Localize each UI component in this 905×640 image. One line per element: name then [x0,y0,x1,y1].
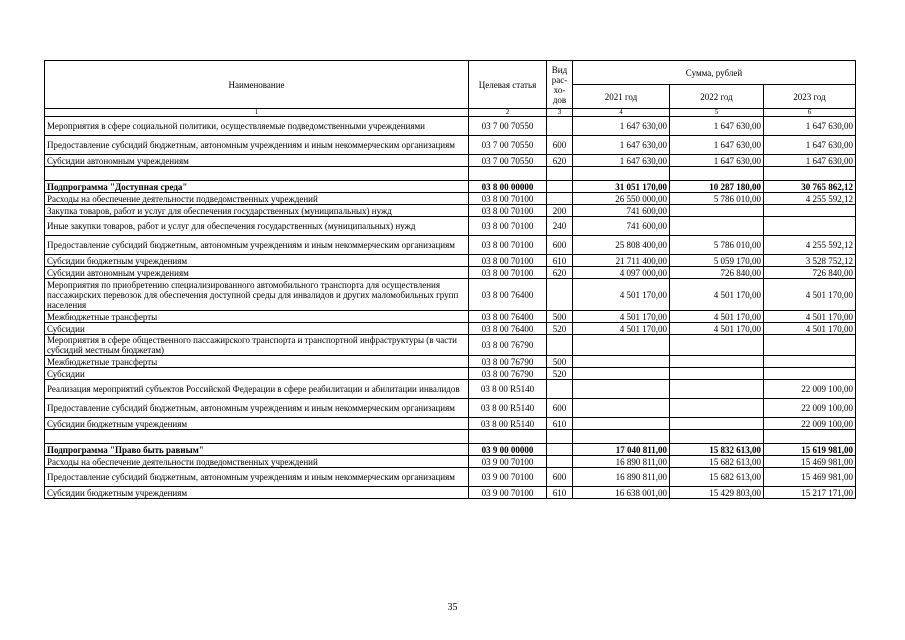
row-kind: 610 [547,487,573,499]
row-value-2021 [573,368,670,380]
row-name: Предоставление субсидий бюджетным, автономным учреждениям и иным некоммерческим организациям [45,468,469,487]
row-kind: 520 [547,368,573,380]
row-code [469,430,547,444]
row-value-2023: 4 501 170,00 [764,311,856,323]
row-code: 03 9 00 70100 [469,468,547,487]
budget-table [44,60,856,499]
subprogram-row [45,181,856,193]
column-index: 1 [45,109,469,117]
column-index: 4 [573,109,670,117]
row-value-2022 [670,418,764,430]
row-name: Предоставление субсидий бюджетным, автономным учреждениям и иным некоммерческим организациям [45,236,469,255]
row-kind [547,380,573,399]
row-value-2023 [764,167,856,181]
row-name: Мероприятия в сфере социальной политики, осуществляемые подведомственными учреждениями [45,117,469,136]
row-value-2021 [573,380,670,399]
row-name: Мероприятия в сфере общественного пассажирского транспорта и транспортной инфраструктуры (в части субсидий местным бюджетам) [45,335,469,356]
row-name: Межбюджетные трансферты [45,311,469,323]
row-code: 03 8 00 70100 [469,236,547,255]
header-name: Наименование [45,61,469,109]
row-value-2022: 726 840,00 [670,267,764,279]
row-kind [547,335,573,356]
row-value-2023: 30 765 862,12 [764,181,856,193]
row-value-2021 [573,356,670,368]
row-value-2021: 4 501 170,00 [573,311,670,323]
row-name: Субсидии [45,323,469,335]
spacer-row [45,430,856,444]
header-target-article: Целевая статья [469,61,547,109]
row-kind: 600 [547,136,573,155]
row-value-2022: 5 786 010,00 [670,193,764,205]
row-name: Субсидии бюджетным учреждениям [45,418,469,430]
row-kind: 240 [547,217,573,236]
row-value-2021: 1 647 630,00 [573,117,670,136]
table-row [45,399,856,418]
row-value-2021: 4 501 170,00 [573,279,670,311]
row-name: Мероприятия по приобретению специализированного автомобильного транспорта для осуществления пассажирских перевозок для обеспечения доступной среды для инвалидов и других маломобильных групп населения [45,279,469,311]
table-row [45,279,856,311]
row-kind: 200 [547,205,573,217]
row-value-2022 [670,167,764,181]
table-row [45,380,856,399]
row-value-2022: 1 647 630,00 [670,117,764,136]
row-name: Субсидии автономным учреждениям [45,267,469,279]
row-code: 03 9 00 70100 [469,456,547,468]
row-kind [547,279,573,311]
row-value-2022: 1 647 630,00 [670,155,764,167]
row-value-2021: 21 711 400,00 [573,255,670,267]
table-row [45,456,856,468]
table-row [45,267,856,279]
row-value-2023: 1 647 630,00 [764,117,856,136]
row-value-2022 [670,217,764,236]
row-value-2021: 17 040 811,00 [573,444,670,456]
row-kind [547,444,573,456]
row-value-2021 [573,430,670,444]
row-value-2023: 22 009 100,00 [764,380,856,399]
row-code: 03 9 00 70100 [469,487,547,499]
table-row [45,311,856,323]
row-name: Расходы на обеспечение деятельности подведомственных учреждений [45,456,469,468]
row-code: 03 8 00 70100 [469,193,547,205]
row-value-2022: 4 501 170,00 [670,311,764,323]
column-index: 6 [764,109,856,117]
table-row [45,236,856,255]
table-row [45,193,856,205]
row-name: Субсидии [45,368,469,380]
row-kind [547,456,573,468]
row-value-2022: 1 647 630,00 [670,136,764,155]
row-value-2022: 10 287 180,00 [670,181,764,193]
row-value-2022 [670,368,764,380]
row-kind: 500 [547,311,573,323]
row-value-2023: 4 255 592,12 [764,236,856,255]
row-code: 03 9 00 00000 [469,444,547,456]
row-value-2022 [670,356,764,368]
row-value-2022: 15 682 613,00 [670,456,764,468]
row-kind: 600 [547,236,573,255]
row-name [45,430,469,444]
header-expense-kind [547,61,573,109]
table-row [45,418,856,430]
row-code: 03 8 00 R5140 [469,399,547,418]
row-value-2021: 741 600,00 [573,217,670,236]
row-value-2021: 1 647 630,00 [573,155,670,167]
table-row [45,117,856,136]
row-name: Подпрограмма "Право быть равным" [45,444,469,456]
row-value-2022 [670,399,764,418]
table-row [45,368,856,380]
row-code: 03 7 00 70550 [469,136,547,155]
table-row [45,356,856,368]
row-value-2023: 22 009 100,00 [764,399,856,418]
row-kind [547,167,573,181]
page-number: 35 [447,602,458,613]
row-value-2023 [764,335,856,356]
row-value-2021 [573,167,670,181]
row-code [469,167,547,181]
table-row [45,468,856,487]
row-value-2023: 3 528 752,12 [764,255,856,267]
row-code: 03 7 00 70550 [469,117,547,136]
header-expense-kind-line3: хо- [553,84,566,95]
table-row [45,487,856,499]
row-kind: 520 [547,323,573,335]
row-value-2023 [764,217,856,236]
row-kind: 600 [547,399,573,418]
row-code: 03 8 00 70100 [469,267,547,279]
row-value-2022: 4 501 170,00 [670,323,764,335]
row-value-2021: 26 550 000,00 [573,193,670,205]
table-row [45,205,856,217]
row-value-2023: 15 469 981,00 [764,468,856,487]
row-name: Подпрограмма "Доступная среда" [45,181,469,193]
row-value-2021: 31 051 170,00 [573,181,670,193]
row-name: Межбюджетные трансферты [45,356,469,368]
row-value-2023: 22 009 100,00 [764,418,856,430]
row-code: 03 8 00 70100 [469,217,547,236]
row-code: 03 8 00 00000 [469,181,547,193]
row-kind: 600 [547,468,573,487]
table-row [45,217,856,236]
row-code: 03 8 00 76400 [469,311,547,323]
row-name: Иные закупки товаров, работ и услуг для обеспечения государственных (муниципальных) нужд [45,217,469,236]
row-name: Предоставление субсидий бюджетным, автономным учреждениям и иным некоммерческим организациям [45,399,469,418]
row-code: 03 8 00 70100 [469,205,547,217]
row-kind [547,193,573,205]
row-value-2022: 15 429 803,00 [670,487,764,499]
header-sum: Сумма, рублей [573,61,856,85]
row-value-2022: 15 832 613,00 [670,444,764,456]
row-value-2023: 15 217 171,00 [764,487,856,499]
header-year-2021: 2021 год [573,85,670,109]
row-kind: 610 [547,418,573,430]
row-value-2021: 25 808 400,00 [573,236,670,255]
row-value-2023: 726 840,00 [764,267,856,279]
row-value-2021: 741 600,00 [573,205,670,217]
row-kind [547,117,573,136]
table-row [45,155,856,167]
row-value-2022 [670,205,764,217]
row-name: Предоставление субсидий бюджетным, автономным учреждениям и иным некоммерческим организациям [45,136,469,155]
row-value-2023: 4 501 170,00 [764,323,856,335]
row-value-2023: 15 469 981,00 [764,456,856,468]
row-name: Субсидии бюджетным учреждениям [45,487,469,499]
row-value-2022 [670,430,764,444]
header-expense-kind-line1: Вид [551,64,568,75]
header-year-2022: 2022 год [670,85,764,109]
row-code: 03 8 00 76400 [469,323,547,335]
subprogram-row [45,444,856,456]
row-value-2021: 1 647 630,00 [573,136,670,155]
row-value-2022 [670,380,764,399]
row-kind: 500 [547,356,573,368]
row-value-2023 [764,205,856,217]
header-year-2023: 2023 год [764,85,856,109]
header-expense-kind-line4: дов [552,94,567,105]
row-value-2021 [573,335,670,356]
row-value-2022: 4 501 170,00 [670,279,764,311]
row-name: Расходы на обеспечение деятельности подведомственных учреждений [45,193,469,205]
row-code: 03 8 00 76400 [469,279,547,311]
row-value-2021: 4 097 000,00 [573,267,670,279]
row-name: Субсидии автономным учреждениям [45,155,469,167]
row-kind [547,181,573,193]
row-value-2022: 5 059 170,00 [670,255,764,267]
row-code: 03 8 00 76790 [469,368,547,380]
column-index: 2 [469,109,547,117]
row-value-2021 [573,418,670,430]
spacer-row [45,167,856,181]
row-name: Реализация мероприятий субъектов Российской Федерации в сфере реабилитации и абилитации инвалидов [45,380,469,399]
row-name [45,167,469,181]
row-value-2023: 1 647 630,00 [764,155,856,167]
row-value-2023: 4 255 592,12 [764,193,856,205]
table-row [45,255,856,267]
header-expense-kind-line2: рас- [551,74,568,85]
row-value-2023 [764,368,856,380]
row-kind [547,430,573,444]
row-value-2023: 4 501 170,00 [764,279,856,311]
row-value-2023: 15 619 981,00 [764,444,856,456]
row-value-2022: 5 786 010,00 [670,236,764,255]
row-kind: 620 [547,155,573,167]
row-value-2023 [764,356,856,368]
table-row [45,335,856,356]
header-row [45,61,856,85]
row-kind: 620 [547,267,573,279]
column-index-row [45,109,856,117]
row-code: 03 8 00 70100 [469,255,547,267]
row-code: 03 8 00 R5140 [469,380,547,399]
row-name: Субсидии бюджетным учреждениям [45,255,469,267]
table-row [45,323,856,335]
row-value-2022: 15 682 613,00 [670,468,764,487]
row-value-2022 [670,335,764,356]
row-code: 03 8 00 76790 [469,335,547,356]
row-code: 03 8 00 R5140 [469,418,547,430]
row-value-2021: 16 890 811,00 [573,468,670,487]
row-code: 03 7 00 70550 [469,155,547,167]
row-value-2021: 16 890 811,00 [573,456,670,468]
row-name: Закупка товаров, работ и услуг для обеспечения государственных (муниципальных) нужд [45,205,469,217]
row-value-2021: 16 638 001,00 [573,487,670,499]
row-value-2023: 1 647 630,00 [764,136,856,155]
column-index: 3 [547,109,573,117]
row-code: 03 8 00 76790 [469,356,547,368]
row-value-2023 [764,430,856,444]
row-value-2021 [573,399,670,418]
row-kind: 610 [547,255,573,267]
table-row [45,136,856,155]
row-value-2021: 4 501 170,00 [573,323,670,335]
column-index: 5 [670,109,764,117]
